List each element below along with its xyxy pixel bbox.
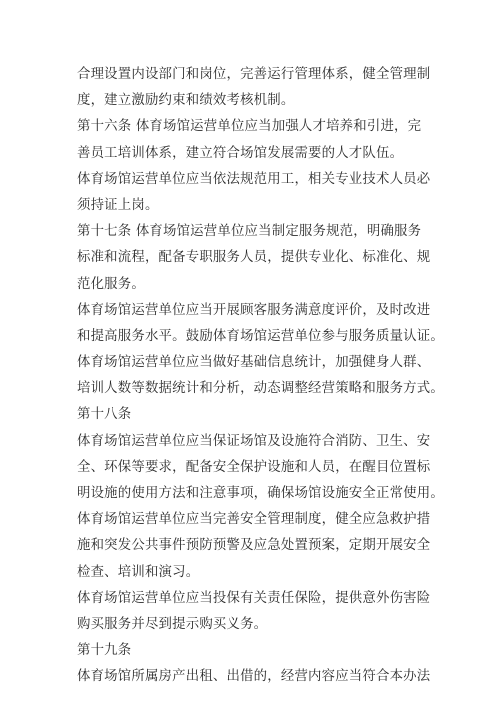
article-16-line: 第十六条 体育场馆运营单位应当加强人才培养和引进，完 [77,119,422,135]
text-line: 度，建立激励约束和绩效考核机制。 [77,93,295,109]
text-line: 体育场馆运营单位应当完善安全管理制度，健全应急救护措 [77,512,431,528]
article-19-heading: 第十九条 [77,643,132,659]
article-18-heading: 第十八条 [77,407,132,423]
text-line: 检查、培训和演习。 [77,564,200,580]
text-line: 标准和流程，配备专职服务人员，提供专业化、标准化、规 [77,250,431,266]
text-line: 和提高服务水平。鼓励体育场馆运营单位参与服务质量认证。 [77,328,444,344]
text-line: 体育场馆运营单位应当投保有关责任保险，提供意外伤害险 [77,590,431,606]
text-line: 合理设置内设部门和岗位，完善运行管理体系，健全管理制 [77,67,431,82]
text-line: 体育场馆运营单位应当保证场馆及设施符合消防、卫生、安 [77,433,431,449]
document-body [77,62,444,691]
article-17-line: 第十七条 体育场馆运营单位应当制定服务规范，明确服务 [77,224,422,240]
text-line: 体育场馆运营单位应当开展顾客服务满意度评价，及时改进 [77,302,431,318]
text-line: 全、环保等要求，配备安全保护设施和人员，在醒目位置标 [77,459,431,475]
text-line: 须持证上岗。 [77,197,159,213]
text-line: 明设施的使用方法和注意事项，确保场馆设施安全正常使用。 [77,486,444,501]
text-line: 施和突发公共事件预防预警及应急处置预案，定期开展安全 [77,538,431,554]
text-line: 范化服务。 [77,276,145,292]
text-line: 体育场馆运营单位应当做好基础信息统计，加强健身人群、 [77,355,431,371]
text-line: 善员工培训体系，建立符合场馆发展需要的人才队伍。 [77,145,404,161]
text-line: 体育场馆所属房产出租、出借的，经营内容应当符合本办法 [77,669,431,685]
text-line: 体育场馆运营单位应当依法规范用工，相关专业技术人员必 [77,171,431,187]
text-line: 培训人数等数据统计和分析，动态调整经营策略和服务方式。 [77,381,444,397]
text-line: 购买服务并尽到提示购买义务。 [77,616,268,632]
